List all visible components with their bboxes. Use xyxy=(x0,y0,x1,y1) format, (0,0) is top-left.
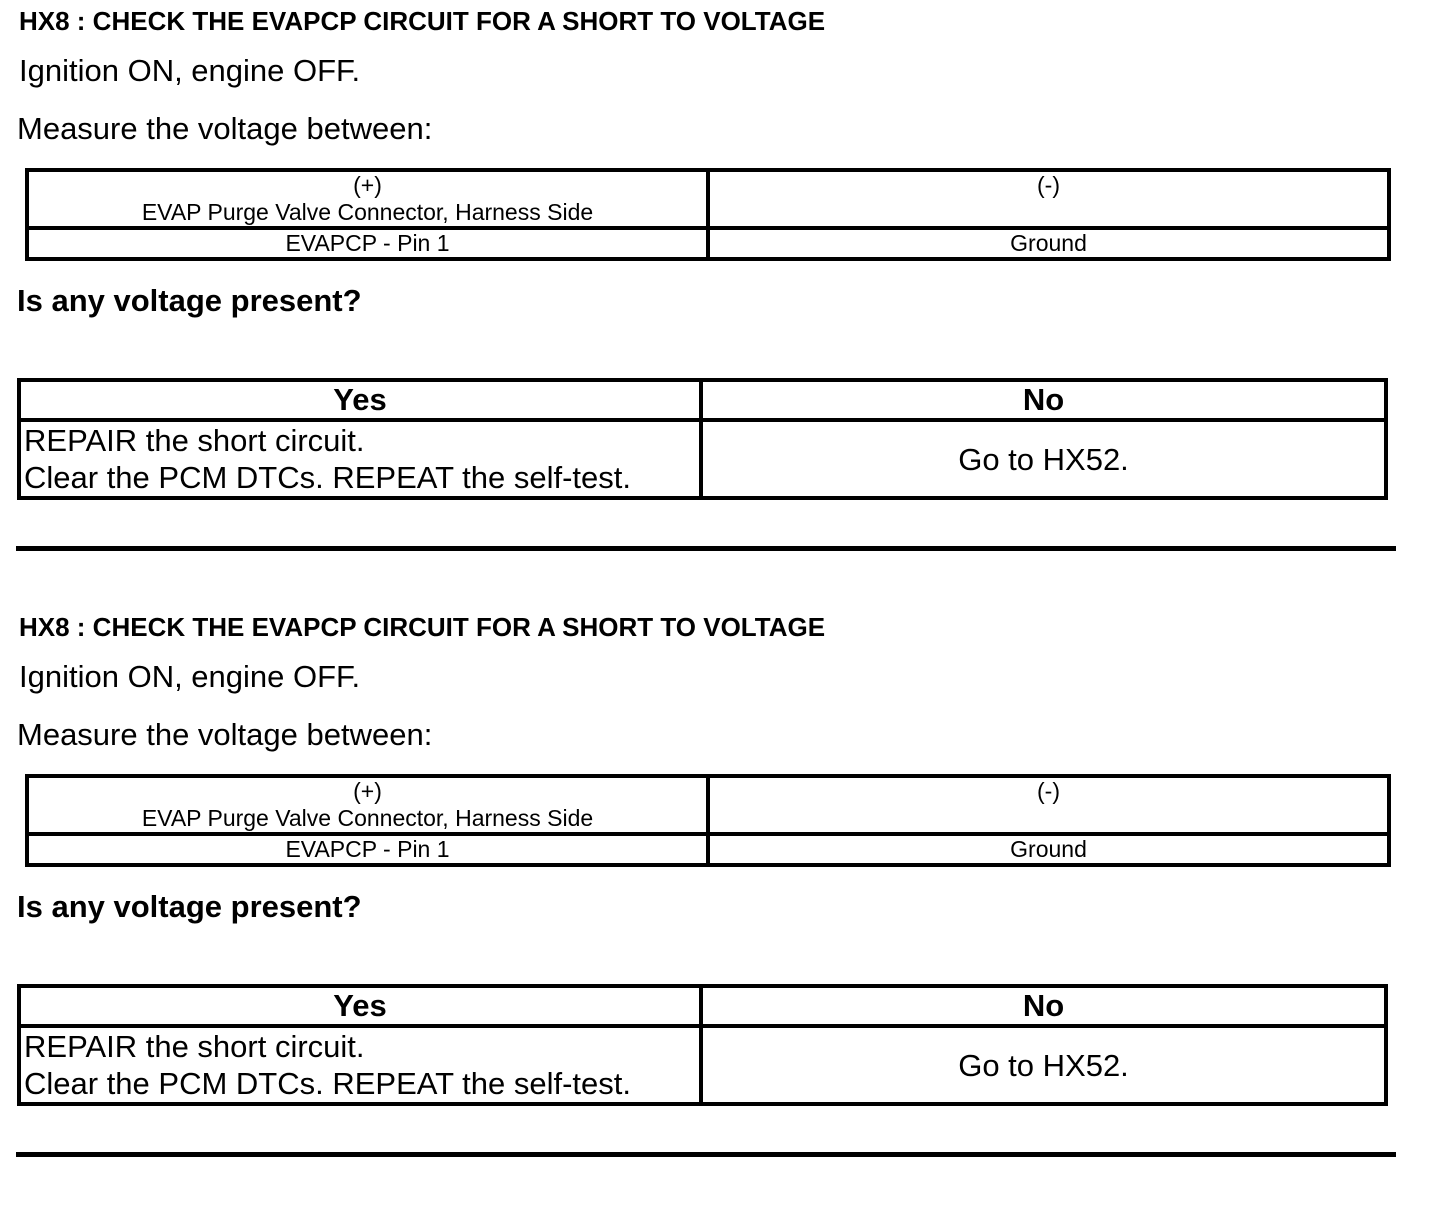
yes-header: Yes xyxy=(19,986,701,1026)
negative-probe-value: Ground xyxy=(708,228,1389,259)
diagnostic-question: Is any voltage present? xyxy=(17,889,362,924)
no-action: Go to HX52. xyxy=(701,420,1386,498)
step-title: HX8 : CHECK THE EVAPCP CIRCUIT FOR A SHORT TO VOLTAGE xyxy=(19,612,826,642)
yes-action xyxy=(19,1026,701,1104)
section-divider xyxy=(16,546,1396,551)
result-table xyxy=(17,984,1388,1106)
positive-probe-value: EVAPCP - Pin 1 xyxy=(27,834,708,865)
negative-probe-header xyxy=(708,776,1389,834)
diagnostic-question: Is any voltage present? xyxy=(17,283,362,318)
result-table xyxy=(17,378,1388,500)
measure-instruction: Measure the voltage between: xyxy=(17,111,433,146)
diagnostic-step-2 xyxy=(0,606,1440,1212)
result-action-row xyxy=(19,1026,1386,1104)
positive-probe-value: EVAPCP - Pin 1 xyxy=(27,228,708,259)
no-header: No xyxy=(701,986,1386,1026)
result-action-row xyxy=(19,420,1386,498)
negative-probe-header xyxy=(708,170,1389,228)
no-header: No xyxy=(701,380,1386,420)
negative-symbol: (-) xyxy=(1037,172,1060,198)
positive-connector-label: EVAP Purge Valve Connector, Harness Side xyxy=(141,199,594,225)
measurement-value-row xyxy=(27,228,1389,259)
no-action: Go to HX52. xyxy=(701,1026,1386,1104)
positive-probe-header xyxy=(27,170,708,228)
measure-instruction: Measure the voltage between: xyxy=(17,717,433,752)
yes-action-line-2: Clear the PCM DTCs. REPEAT the self-test. xyxy=(24,1066,631,1101)
result-header-row xyxy=(19,380,1386,420)
yes-action xyxy=(19,420,701,498)
measurement-value-row xyxy=(27,834,1389,865)
positive-probe-header xyxy=(27,776,708,834)
negative-symbol: (-) xyxy=(1037,778,1060,804)
step-title: HX8 : CHECK THE EVAPCP CIRCUIT FOR A SHORT TO VOLTAGE xyxy=(19,6,826,36)
section-divider xyxy=(16,1152,1396,1157)
test-condition: Ignition ON, engine OFF. xyxy=(19,53,361,88)
positive-symbol: (+) xyxy=(353,778,382,804)
measurement-table xyxy=(25,774,1391,867)
measurement-table xyxy=(25,168,1391,261)
result-header-row xyxy=(19,986,1386,1026)
yes-action-line-1: REPAIR the short circuit. xyxy=(24,1029,365,1064)
yes-action-line-2: Clear the PCM DTCs. REPEAT the self-test. xyxy=(24,460,631,495)
positive-symbol: (+) xyxy=(353,172,382,198)
test-condition: Ignition ON, engine OFF. xyxy=(19,659,361,694)
yes-action-line-1: REPAIR the short circuit. xyxy=(24,423,365,458)
positive-connector-label: EVAP Purge Valve Connector, Harness Side xyxy=(141,805,594,831)
measurement-header-row xyxy=(27,170,1389,228)
negative-probe-value: Ground xyxy=(708,834,1389,865)
measurement-header-row xyxy=(27,776,1389,834)
yes-header: Yes xyxy=(19,380,701,420)
